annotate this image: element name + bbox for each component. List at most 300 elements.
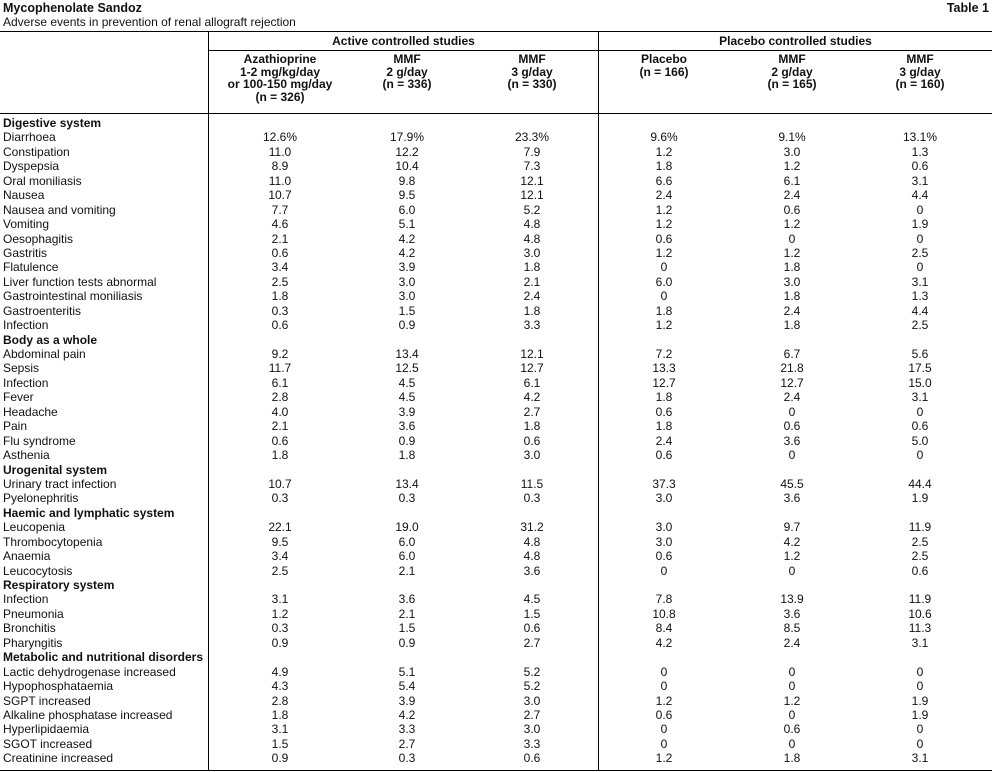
cell-value: 9.7 — [783, 520, 801, 535]
table-row — [0, 621, 992, 635]
cell-value: 0.6 — [655, 707, 673, 722]
table-row — [0, 491, 992, 505]
cell-value: 0 — [916, 404, 924, 419]
column-header-3 — [467, 53, 597, 91]
cell-value: 1.8 — [523, 303, 541, 318]
table-row — [0, 260, 992, 274]
cell-value: 2.4 — [783, 303, 801, 318]
column-header-line: MMF — [393, 52, 421, 66]
table-row — [0, 434, 992, 448]
row-label: Thrombocytopenia — [3, 534, 103, 549]
cell-value: 6.0 — [398, 534, 416, 549]
cell-value: 13.9 — [780, 592, 804, 607]
table-row — [0, 203, 992, 217]
cell-value: 0.6 — [655, 448, 673, 463]
cell-value: 1.2 — [655, 751, 673, 766]
cell-value: 6.1 — [523, 375, 541, 390]
column-header-5 — [727, 53, 857, 91]
row-label: Leucopenia — [3, 520, 66, 535]
cell-value: 3.9 — [398, 693, 416, 708]
cell-value: 0.9 — [271, 751, 289, 766]
cell-value: 0 — [916, 448, 924, 463]
cell-value: 0.6 — [783, 419, 801, 434]
cell-value: 0.6 — [523, 751, 541, 766]
cell-value: 0 — [660, 664, 668, 679]
cell-value: 1.2 — [783, 217, 801, 232]
column-header-1 — [215, 53, 345, 103]
cell-value: 0 — [788, 231, 796, 246]
cell-value: 3.9 — [398, 404, 416, 419]
table-subtitle: Adverse events in prevention of renal allograft rejection — [3, 15, 296, 29]
column-header-line: MMF — [518, 52, 546, 66]
cell-value: 0 — [916, 664, 924, 679]
cell-value: 19.0 — [395, 520, 419, 535]
cell-value: 3.0 — [523, 722, 541, 737]
table-row — [0, 174, 992, 188]
cell-value: 4.5 — [523, 592, 541, 607]
cell-value: 7.9 — [523, 144, 541, 159]
row-label: Liver function tests abnormal — [3, 274, 157, 289]
cell-value: 1.2 — [655, 202, 673, 217]
column-header-2 — [342, 53, 472, 91]
cell-value: 0 — [660, 679, 668, 694]
cell-value: 10.7 — [268, 476, 292, 491]
table-row — [0, 145, 992, 159]
row-label: Bronchitis — [3, 621, 56, 636]
cell-value: 0.6 — [783, 202, 801, 217]
cell-value: 1.2 — [655, 217, 673, 232]
cell-value: 3.3 — [398, 722, 416, 737]
cell-value: 12.1 — [520, 188, 544, 203]
table-row — [0, 361, 992, 375]
table-row — [0, 217, 992, 231]
cell-value: 0 — [660, 289, 668, 304]
cell-value: 1.2 — [783, 693, 801, 708]
row-label: Gastroenteritis — [3, 303, 82, 318]
group-header-active: Active controlled studies — [332, 34, 475, 48]
row-label: Infection — [3, 318, 49, 333]
cell-value: 3.1 — [911, 390, 929, 405]
group-rule — [208, 50, 992, 51]
cell-value: 12.5 — [395, 361, 419, 376]
cell-value: 3.1 — [271, 722, 289, 737]
cell-value: 1.2 — [783, 549, 801, 564]
section-row — [0, 578, 992, 592]
column-header-line: Placebo — [640, 52, 688, 66]
cell-value: 2.7 — [523, 404, 541, 419]
cell-value: 11.0 — [268, 173, 292, 188]
cell-value: 2.8 — [271, 693, 289, 708]
cell-value: 1.8 — [523, 419, 541, 434]
cell-value: 2.4 — [783, 188, 801, 203]
cell-value: 0.3 — [271, 491, 289, 506]
cell-value: 13.1% — [902, 130, 938, 145]
cell-value: 0.3 — [271, 303, 289, 318]
cell-value: 2.4 — [655, 433, 673, 448]
cell-value: 9.1% — [778, 130, 806, 145]
cell-value: 1.8 — [783, 318, 801, 333]
cell-value: 1.2 — [783, 245, 801, 260]
table-row — [0, 419, 992, 433]
cell-value: 0 — [916, 260, 924, 275]
cell-value: 6.0 — [398, 202, 416, 217]
cell-value: 11.3 — [908, 621, 932, 636]
row-label: Gastritis — [3, 245, 48, 260]
cell-value: 6.0 — [398, 549, 416, 564]
cell-value: 1.3 — [911, 289, 929, 304]
cell-value: 9.2 — [271, 347, 289, 361]
cell-value: 0.6 — [271, 318, 289, 333]
cell-value: 12.1 — [520, 347, 544, 361]
cell-value: 3.0 — [655, 534, 673, 549]
row-label: Sepsis — [3, 361, 40, 376]
cell-value: 4.8 — [523, 549, 541, 564]
cell-value: 3.0 — [783, 274, 801, 289]
cell-value: 0 — [788, 664, 796, 679]
row-label: Anaemia — [3, 549, 51, 564]
table-row — [0, 535, 992, 549]
cell-value: 5.2 — [523, 679, 541, 694]
cell-value: 1.2 — [655, 144, 673, 159]
cell-value: 22.1 — [268, 520, 292, 535]
section-row — [0, 650, 992, 664]
cell-value: 2.1 — [398, 563, 416, 578]
cell-value: 5.1 — [398, 217, 416, 232]
bottom-rule — [0, 770, 992, 771]
cell-value: 0 — [916, 736, 924, 751]
column-header-line: 2 g/day — [771, 64, 813, 79]
cell-value: 0 — [916, 679, 924, 694]
row-label: Pharyngitis — [3, 635, 63, 650]
column-header-line: 3 g/day — [511, 64, 553, 79]
drug-name: Mycophenolate Sandoz — [3, 1, 142, 15]
cell-value: 0 — [660, 563, 668, 578]
cell-value: 3.0 — [523, 448, 541, 463]
row-label: Pneumonia — [3, 606, 64, 621]
column-header-line: MMF — [778, 52, 806, 66]
cell-value: 3.3 — [523, 736, 541, 751]
table-row — [0, 130, 992, 144]
table-row — [0, 275, 992, 289]
column-header-line: or 100-150 mg/day — [227, 77, 333, 91]
cell-value: 3.0 — [398, 289, 416, 304]
row-label: Oesophagitis — [3, 231, 74, 246]
cell-value: 0.3 — [271, 621, 289, 636]
cell-value: 3.6 — [783, 433, 801, 448]
cell-value: 1.9 — [911, 217, 929, 232]
table-row — [0, 232, 992, 246]
cell-value: 9.5 — [398, 188, 416, 203]
table-row — [0, 722, 992, 736]
cell-value: 4.2 — [783, 534, 801, 549]
cell-value: 3.1 — [911, 751, 929, 766]
cell-value: 0.9 — [398, 318, 416, 333]
cell-value: 10.6 — [908, 606, 932, 621]
cell-value: 3.1 — [911, 274, 929, 289]
table-row — [0, 737, 992, 751]
cell-value: 1.8 — [783, 260, 801, 275]
cell-value: 3.4 — [271, 549, 289, 564]
cell-value: 4.2 — [655, 635, 673, 650]
cell-value: 31.2 — [520, 520, 544, 535]
cell-value: 1.2 — [655, 245, 673, 260]
cell-value: 1.5 — [523, 606, 541, 621]
cell-value: 0 — [660, 736, 668, 751]
table-row — [0, 448, 992, 462]
cell-value: 0 — [660, 722, 668, 737]
cell-value: 3.1 — [911, 635, 929, 650]
cell-value: 0.3 — [523, 491, 541, 506]
cell-value: 2.4 — [655, 188, 673, 203]
cell-value: 6.1 — [783, 173, 801, 188]
cell-value: 6.0 — [655, 274, 673, 289]
row-label: Urinary tract infection — [3, 476, 117, 491]
table-row — [0, 159, 992, 173]
table-row — [0, 477, 992, 491]
cell-value: 5.2 — [523, 664, 541, 679]
cell-value: 11.5 — [520, 476, 544, 491]
cell-value: 7.2 — [655, 347, 673, 361]
cell-value: 0.9 — [398, 635, 416, 650]
cell-value: 8.4 — [655, 621, 673, 636]
cell-value: 3.0 — [783, 144, 801, 159]
cell-value: 2.1 — [271, 419, 289, 434]
cell-value: 0 — [788, 679, 796, 694]
cell-value: 0 — [788, 448, 796, 463]
cell-value: 1.5 — [271, 736, 289, 751]
cell-value: 4.2 — [523, 390, 541, 405]
cell-value: 0 — [916, 202, 924, 217]
row-label: Vomiting — [3, 217, 50, 232]
table-row — [0, 304, 992, 318]
cell-value: 3.0 — [523, 245, 541, 260]
cell-value: 10.8 — [652, 606, 676, 621]
top-rule — [0, 31, 992, 32]
cell-value: 2.5 — [911, 534, 929, 549]
section-row — [0, 116, 992, 130]
column-header-line: 2 g/day — [386, 64, 428, 79]
cell-value: 0.6 — [271, 245, 289, 260]
cell-value: 10.4 — [395, 159, 419, 174]
row-label: Creatinine increased — [3, 751, 114, 766]
cell-value: 11.7 — [268, 361, 292, 376]
row-label: SGOT increased — [3, 736, 93, 751]
document-header — [3, 1, 989, 31]
cell-value: 3.9 — [398, 260, 416, 275]
cell-value: 13.4 — [395, 476, 419, 491]
cell-value: 3.1 — [911, 173, 929, 188]
cell-value: 0.6 — [911, 419, 929, 434]
cell-value: 44.4 — [908, 476, 932, 491]
section-label: Haemic and lymphatic system — [3, 505, 175, 520]
cell-value: 0.9 — [398, 433, 416, 448]
section-label: Urogenital system — [3, 462, 108, 477]
cell-value: 1.5 — [398, 621, 416, 636]
cell-value: 5.0 — [911, 433, 929, 448]
cell-value: 1.8 — [398, 448, 416, 463]
cell-value: 3.6 — [783, 491, 801, 506]
column-header-line: (n = 165) — [767, 77, 817, 91]
cell-value: 12.2 — [395, 144, 419, 159]
row-label: Gastrointestinal moniliasis — [3, 289, 143, 304]
cell-value: 15.0 — [908, 375, 932, 390]
cell-value: 0 — [660, 260, 668, 275]
cell-value: 1.8 — [271, 448, 289, 463]
cell-value: 5.4 — [398, 679, 416, 694]
column-header-line: (n = 166) — [639, 64, 689, 79]
section-row — [0, 506, 992, 520]
cell-value: 0.6 — [911, 159, 929, 174]
table-row — [0, 376, 992, 390]
cell-value: 0 — [788, 404, 796, 419]
cell-value: 12.6% — [262, 130, 298, 145]
table-row — [0, 405, 992, 419]
cell-value: 12.1 — [520, 173, 544, 188]
table-row — [0, 549, 992, 563]
cell-value: 0.3 — [398, 751, 416, 766]
cell-value: 2.5 — [911, 318, 929, 333]
row-label: Constipation — [3, 144, 70, 159]
cell-value: 3.0 — [523, 693, 541, 708]
cell-value: 11.0 — [268, 144, 292, 159]
row-label: Alkaline phosphatase increased — [3, 707, 173, 722]
cell-value: 1.8 — [523, 260, 541, 275]
cell-value: 1.9 — [911, 491, 929, 506]
cell-value: 13.3 — [652, 361, 676, 376]
cell-value: 0.9 — [271, 635, 289, 650]
cell-value: 1.9 — [911, 693, 929, 708]
cell-value: 4.6 — [271, 217, 289, 232]
table-row — [0, 564, 992, 578]
section-row — [0, 463, 992, 477]
cell-value: 12.7 — [520, 361, 544, 376]
cell-value: 11.9 — [908, 520, 932, 535]
column-header-6 — [855, 53, 985, 91]
column-headers — [0, 53, 992, 113]
cell-value: 3.1 — [271, 592, 289, 607]
cell-value: 0.6 — [523, 621, 541, 636]
row-label: Leucocytosis — [3, 563, 73, 578]
cell-value: 4.0 — [271, 404, 289, 419]
cell-value: 0.6 — [655, 231, 673, 246]
section-label: Body as a whole — [3, 332, 98, 347]
table-row — [0, 708, 992, 722]
cell-value: 11.9 — [908, 592, 932, 607]
cell-value: 4.2 — [398, 707, 416, 722]
cell-value: 7.8 — [655, 592, 673, 607]
table-row — [0, 679, 992, 693]
cell-value: 5.6 — [911, 347, 929, 361]
cell-value: 3.0 — [398, 274, 416, 289]
table-row — [0, 636, 992, 650]
cell-value: 1.2 — [271, 606, 289, 621]
cell-value: 7.3 — [523, 159, 541, 174]
cell-value: 4.9 — [271, 664, 289, 679]
cell-value: 1.8 — [783, 289, 801, 304]
row-label: Asthenia — [3, 448, 50, 463]
cell-value: 4.2 — [398, 231, 416, 246]
cell-value: 2.1 — [271, 231, 289, 246]
group-header-placebo: Placebo controlled studies — [719, 34, 872, 48]
cell-value: 2.1 — [523, 274, 541, 289]
row-label: Flu syndrome — [3, 433, 76, 448]
cell-value: 1.2 — [655, 318, 673, 333]
row-label: Abdominal pain — [3, 347, 86, 361]
cell-value: 45.5 — [780, 476, 804, 491]
cell-value: 3.4 — [271, 260, 289, 275]
cell-value: 6.7 — [783, 347, 801, 361]
row-label: Hypophosphataemia — [3, 679, 114, 694]
table-row — [0, 289, 992, 303]
section-label: Digestive system — [3, 116, 102, 130]
cell-value: 0.6 — [911, 563, 929, 578]
table-row — [0, 318, 992, 332]
table-row — [0, 694, 992, 708]
row-label: Pain — [3, 419, 28, 434]
cell-value: 2.5 — [911, 549, 929, 564]
cell-value: 3.0 — [655, 491, 673, 506]
row-label: Oral moniliasis — [3, 173, 82, 188]
cell-value: 0.3 — [398, 491, 416, 506]
cell-value: 1.8 — [271, 289, 289, 304]
table-row — [0, 390, 992, 404]
cell-value: 1.5 — [398, 303, 416, 318]
section-label: Metabolic and nutritional disorders — [3, 650, 204, 665]
table-row — [0, 520, 992, 534]
cell-value: 5.2 — [523, 202, 541, 217]
cell-value: 1.8 — [655, 390, 673, 405]
column-header-line: (n = 330) — [507, 77, 557, 91]
cell-value: 17.9% — [389, 130, 425, 145]
column-header-line: (n = 160) — [895, 77, 945, 91]
table-row — [0, 246, 992, 260]
cell-value: 1.8 — [655, 159, 673, 174]
table-row — [0, 607, 992, 621]
row-label: Infection — [3, 592, 49, 607]
cell-value: 0.6 — [783, 722, 801, 737]
cell-value: 17.5 — [908, 361, 932, 376]
row-label: Nausea and vomiting — [3, 202, 116, 217]
cell-value: 2.5 — [911, 245, 929, 260]
cell-value: 5.1 — [398, 664, 416, 679]
cell-value: 3.3 — [523, 318, 541, 333]
table-row — [0, 592, 992, 606]
row-label: Hyperlipidaemia — [3, 722, 90, 737]
cell-value: 0.6 — [655, 549, 673, 564]
cell-value: 0 — [788, 707, 796, 722]
cell-value: 1.8 — [271, 707, 289, 722]
cell-value: 2.4 — [523, 289, 541, 304]
cell-value: 4.5 — [398, 375, 416, 390]
cell-value: 2.1 — [398, 606, 416, 621]
cell-value: 12.7 — [652, 375, 676, 390]
row-label: Dyspepsia — [3, 159, 60, 174]
cell-value: 2.7 — [523, 707, 541, 722]
cell-value: 0.6 — [523, 433, 541, 448]
cell-value: 2.5 — [271, 274, 289, 289]
column-header-line: Azathioprine — [243, 52, 317, 66]
column-header-4 — [599, 53, 729, 78]
cell-value: 7.7 — [271, 202, 289, 217]
cell-value: 3.6 — [783, 606, 801, 621]
column-header-line: 3 g/day — [899, 64, 941, 79]
cell-value: 1.9 — [911, 707, 929, 722]
cell-value: 1.2 — [655, 693, 673, 708]
row-label: Fever — [3, 390, 34, 405]
table-row — [0, 665, 992, 679]
column-header-line: (n = 336) — [382, 77, 432, 91]
row-label: Nausea — [3, 188, 45, 203]
